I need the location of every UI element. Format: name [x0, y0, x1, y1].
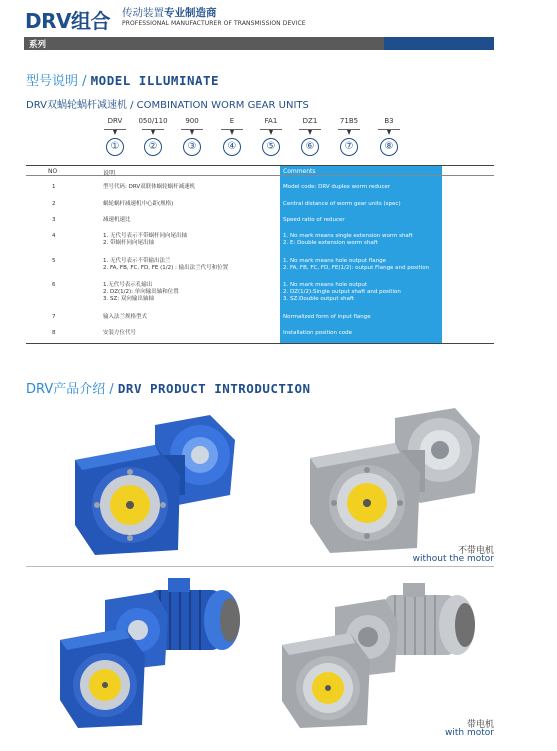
- model-code-number-5: ⑤: [262, 138, 280, 156]
- model-subtitle: DRV双蜗轮蜗杆减速机 / COMBINATION WORM GEAR UNITS: [26, 100, 309, 111]
- table-row-no: 4: [52, 233, 56, 239]
- table-header-no: NO: [48, 168, 58, 175]
- down-arrow-icon: [113, 130, 117, 135]
- table-row-en-text: 1. No mark means hole output flange: [283, 258, 386, 264]
- model-code-6: DZ1: [302, 117, 318, 125]
- down-arrow-icon: [151, 130, 155, 135]
- table-row-cn-text: 1. 无代号表示不带输出法兰: [103, 258, 171, 264]
- model-code-number-1: ①: [106, 138, 124, 156]
- table-row-en-text: Central distance of worm gear units (spec): [283, 201, 401, 207]
- model-code-number-7: ⑦: [340, 138, 358, 156]
- silver-gearbox-motor-image: [270, 575, 490, 730]
- model-code-number-8: ⑧: [380, 138, 398, 156]
- model-code-2: 050/110: [138, 117, 168, 125]
- blue-gearbox-image: [60, 400, 250, 555]
- model-code-number-2: ②: [144, 138, 162, 156]
- table-row-cn-text: 2. DZ(1/2): 单向输出轴和位置: [103, 289, 179, 295]
- table-row-en-text: 2. FA, FB, FC, FD, FE(1/2): output Flange and position: [283, 265, 430, 271]
- product-title-cn: DRV产品介绍 /: [26, 382, 114, 397]
- table-row-no: 7: [52, 314, 56, 320]
- table-row-no: 2: [52, 201, 56, 207]
- table-row-cn-text: 1.无代号表示孔输出: [103, 282, 153, 288]
- tagline-cn-bold: 专业制造商: [164, 7, 217, 19]
- product-divider: [26, 566, 494, 567]
- model-code-3: 900: [185, 117, 199, 125]
- caption-without-motor-en: without the motor: [412, 554, 494, 564]
- silver-gearbox-image: [295, 398, 495, 553]
- series-label: 系列: [29, 40, 47, 50]
- table-row-en-text: 2. E: Double extension worm shaft: [283, 240, 378, 246]
- table-header-cn: 说明: [103, 170, 116, 177]
- table-row-no: 8: [52, 330, 56, 336]
- model-code-number-3: ③: [183, 138, 201, 156]
- model-code-5: FA1: [264, 117, 278, 125]
- table-row-cn-text: 型号代码: DRV双联体蜗轮蜗杆减速机: [103, 184, 196, 190]
- table-row-no: 6: [52, 282, 56, 288]
- caption-without-motor-cn: 不带电机: [457, 546, 494, 556]
- caption-with-motor-en: with motor: [445, 728, 494, 738]
- tagline-cn: [122, 5, 217, 20]
- model-code-number-6: ⑥: [301, 138, 319, 156]
- product-title-en: DRV PRODUCT INTRODUCTION: [117, 381, 311, 396]
- blue-gearbox-motor-image: [50, 570, 250, 730]
- table-row-no: 1: [52, 184, 56, 190]
- down-arrow-icon: [190, 130, 194, 135]
- tagline-cn-prefix: 传动装置: [122, 7, 164, 19]
- table-header-rule: [26, 175, 494, 176]
- table-bottom-rule: [26, 343, 494, 344]
- table-top-rule: [26, 165, 494, 166]
- model-code-number-4: ④: [223, 138, 241, 156]
- product-section-title: [26, 378, 311, 397]
- table-row-cn-text: 减速机速比: [103, 217, 131, 223]
- table-row-cn-text: 输入法兰规格型式: [103, 314, 148, 320]
- series-bar: [24, 37, 384, 50]
- model-title-en: MODEL ILLUMINATE: [90, 73, 220, 88]
- table-row-cn-text: 2. 带蜗杆同向尾出轴: [103, 240, 154, 246]
- table-row-cn-text: 蜗轮蜗杆减速机中心距(规格): [103, 201, 174, 207]
- series-bar-accent: [384, 37, 494, 50]
- table-row-cn-text: 3. SZ: 双向输出轴轴: [103, 296, 154, 302]
- table-row-en-text: Speed ratio of reducer: [283, 217, 345, 223]
- table-row-en-text: Installation position code: [283, 330, 353, 336]
- model-code-1: DRV: [107, 117, 123, 125]
- table-row-no: 3: [52, 217, 56, 223]
- down-arrow-icon: [308, 130, 312, 135]
- model-title-cn: 型号说明 /: [26, 74, 87, 89]
- table-row-en-text: 1. No mark means hole output: [283, 282, 368, 288]
- down-arrow-icon: [269, 130, 273, 135]
- table-header-en: Comments: [283, 168, 316, 175]
- down-arrow-icon: [230, 130, 234, 135]
- table-row-en-text: 2. DZ(1/2):Single output shaft and position: [283, 289, 401, 295]
- model-code-4: E: [229, 117, 235, 125]
- down-arrow-icon: [387, 130, 391, 135]
- table-row-cn-text: 1. 无代号表示不带蜗杆同向尾出轴: [103, 233, 187, 239]
- table-row-no: 5: [52, 258, 56, 264]
- tagline-en: PROFESSIONAL MANUFACTURER OF TRANSMISSION DEVICE: [122, 20, 306, 27]
- model-code-8: B3: [384, 117, 394, 125]
- table-row-en-text: 1. No mark means single extension worm shaft: [283, 233, 413, 239]
- table-row-cn-text: 安装方位代号: [103, 330, 137, 336]
- table-row-en-text: 3. SZ:Double output shaft: [283, 296, 354, 302]
- model-section-title: [26, 70, 219, 89]
- model-code-7: 71B5: [339, 117, 359, 125]
- table-row-en-text: Model code: DRV duplex worm reducer: [283, 184, 390, 190]
- down-arrow-icon: [347, 130, 351, 135]
- caption-with-motor-cn: 带电机: [466, 720, 494, 730]
- table-row-cn-text: 2. FA, FB, FC, FD, FE (1/2) : 输出法兰代号和位置: [103, 265, 229, 271]
- table-row-en-text: Normalized form of input flange: [283, 314, 371, 320]
- brand-title: DRV组合: [25, 9, 110, 33]
